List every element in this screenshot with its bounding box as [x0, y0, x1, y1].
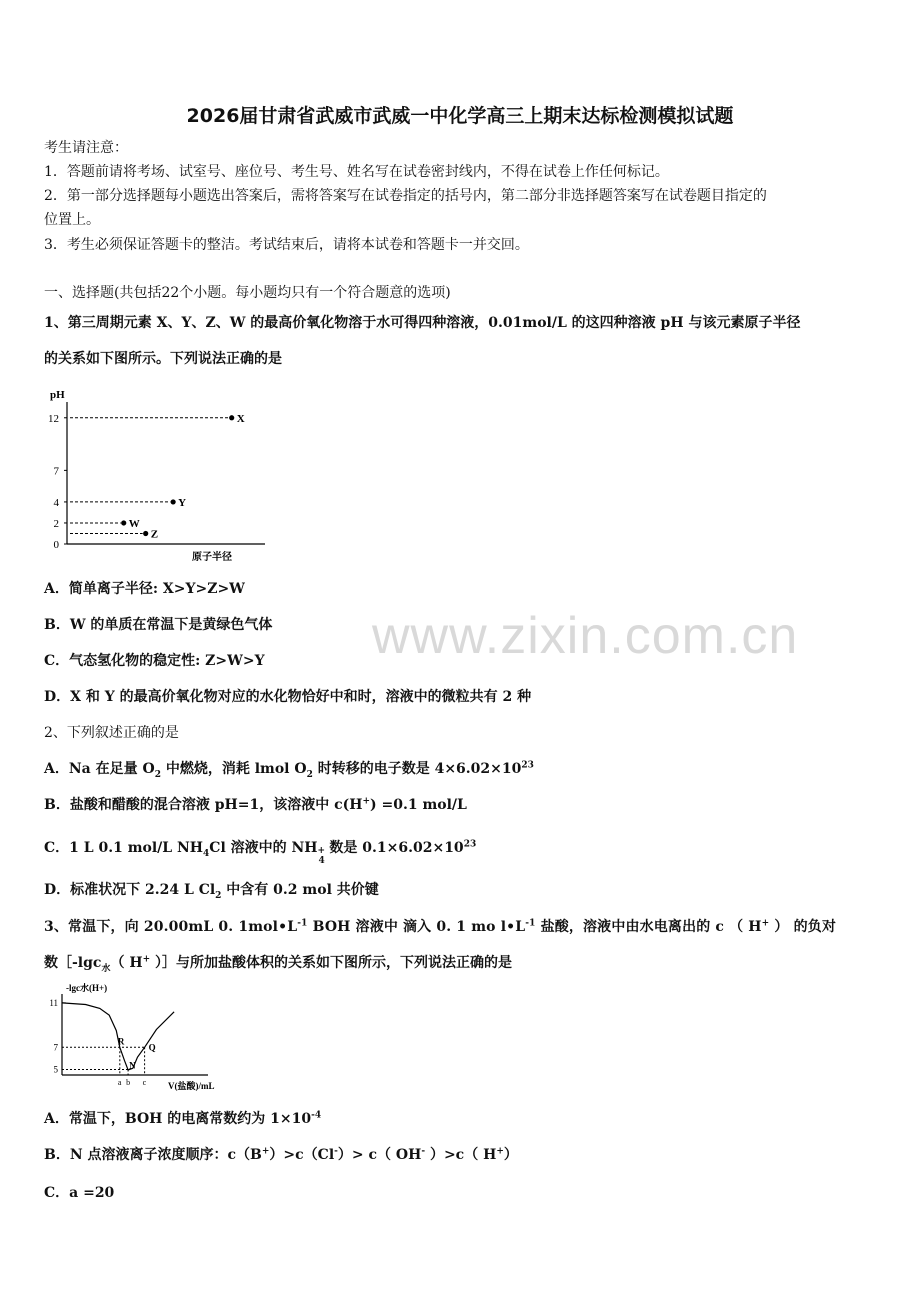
q3-y-tick-label: 5: [53, 1064, 58, 1075]
q1-point-label: X: [236, 412, 245, 425]
q1-point: [121, 520, 126, 525]
q1-chart: [40, 380, 280, 570]
watermark: www.zixin.com.cn: [372, 607, 799, 665]
q1-y-tick-label: 0: [53, 539, 59, 551]
q3-option-c: C．a =20: [44, 1185, 115, 1201]
q3-x-tick-label: a: [117, 1078, 122, 1087]
q3-point-label: N: [129, 1060, 136, 1071]
q1-point-label: Z: [150, 528, 159, 541]
section-heading: 一、选择题(共包括22个小题。每小题均只有一个符合题意的选项): [44, 285, 451, 301]
q1-option-d: D．X 和 Y 的最高价氧化物对应的水化物恰好中和时，溶液中的微粒共有 2 种: [44, 689, 532, 705]
notice-item: 1．答题前请将考场、试室号、座位号、考生号、姓名写在试卷密封线内，不得在试卷上作任何标记。: [44, 164, 669, 180]
q1-y-label: pH: [50, 389, 65, 401]
q1-option-a: A．简单离子半径: X>Y>Z>W: [44, 581, 245, 597]
q3-stem-line1: 3、常温下，向 20.00mL 0. $1mol•L^{-1}$ BOH 溶液中 滴入 0. 1 mo $l•L^{-1}$ 盐酸，溶液中由水电离出的 c （ H+ ） 的负对: [44, 918, 837, 935]
q1-option-c: C．气态氢化物的稳定性: Z>W>Y: [44, 653, 265, 669]
notice-item: 位置上。: [44, 212, 100, 228]
q1-point: [229, 415, 234, 420]
q2-option-a: A．Na 在足量 $O_2$ 中燃烧，消耗 lmol $O_2$ 时转移的电子数是 $4\times 6.02\times 10^{23}$: [44, 760, 534, 780]
q2-stem: 2、下列叙述正确的是: [44, 725, 179, 741]
q3-option-a: A．常温下，BOH 的电离常数约为 $1\times 10^{-4}$: [44, 1110, 322, 1127]
page-title: 2026届甘肃省武威市武威一中化学高三上期末达标检测模拟试题: [186, 105, 734, 127]
q3-y-tick-label: 11: [49, 997, 58, 1008]
notice-heading: 考生请注意：: [44, 140, 128, 156]
q1-point-label: Y: [178, 496, 187, 509]
q3-point-label: Q: [148, 1042, 156, 1053]
q2-option-c: C．1 L 0.1 mol/L $NH_4Cl$ 溶液中的 NH + 4 数是 $0.1\times 6.02\times 10^{23}$: [44, 839, 477, 866]
q2-option-b: B．盐酸和醋酸的混合溶液 pH=1，该溶液中 c(H+) =0.1 mol/L: [44, 796, 467, 813]
q1-point: [143, 531, 148, 536]
notice-item: 3．考生必须保证答题卡的整洁。考试结束后，请将本试卷和答题卡一并交回。: [44, 237, 529, 253]
q3-stem-line2: 数［-lgc$_水$（ H+ ）］与所加盐酸体积的关系如下图所示，下列说法正确的是: [44, 954, 512, 974]
q3-chart: [40, 980, 240, 1092]
notice-item: 2．第一部分选择题每小题选出答案后，需将答案写在试卷指定的括号内，第二部分非选择题答案写在试卷题目指定的: [44, 188, 767, 204]
q1-point-label: W: [128, 517, 140, 530]
q1-y-tick-label: 2: [53, 517, 59, 530]
q1-y-tick-label: 7: [53, 465, 59, 478]
q1-option-b: B．W 的单质在常温下是黄绿色气体: [44, 617, 273, 633]
q1-point: [171, 499, 176, 504]
q1-stem-line2: 的关系如下图所示。下列说法正确的是: [44, 351, 282, 367]
q1-x-label: 原子半径: [192, 552, 232, 563]
q3-x-label: V(盐酸)/mL: [168, 1081, 215, 1091]
q1-y-tick-label: 12: [48, 412, 59, 425]
q3-option-b: B．N 点溶液离子浓度顺序：c（B+）>c（Cl-）> c（ OH- ）>c（ H+）: [44, 1146, 518, 1163]
q3-x-tick-label: c: [142, 1078, 147, 1087]
q3-y-label: -lgc水(H+): [66, 983, 108, 993]
q3-y-tick-label: 7: [53, 1042, 58, 1053]
q3-point-label: R: [117, 1036, 125, 1047]
q3-x-tick-label: b: [126, 1078, 131, 1087]
q2-option-d: D．标准状况下 2.24 L $Cl_2$ 中含有 0.2 mol 共价键: [44, 882, 379, 901]
q1-stem-line1: 1、第三周期元素 X、Y、Z、W 的最高价氧化物溶于水可得四种溶液，0.01mol/L 的这四种溶液 pH 与该元素原子半径: [44, 315, 801, 331]
q1-y-tick-label: 4: [53, 496, 59, 509]
